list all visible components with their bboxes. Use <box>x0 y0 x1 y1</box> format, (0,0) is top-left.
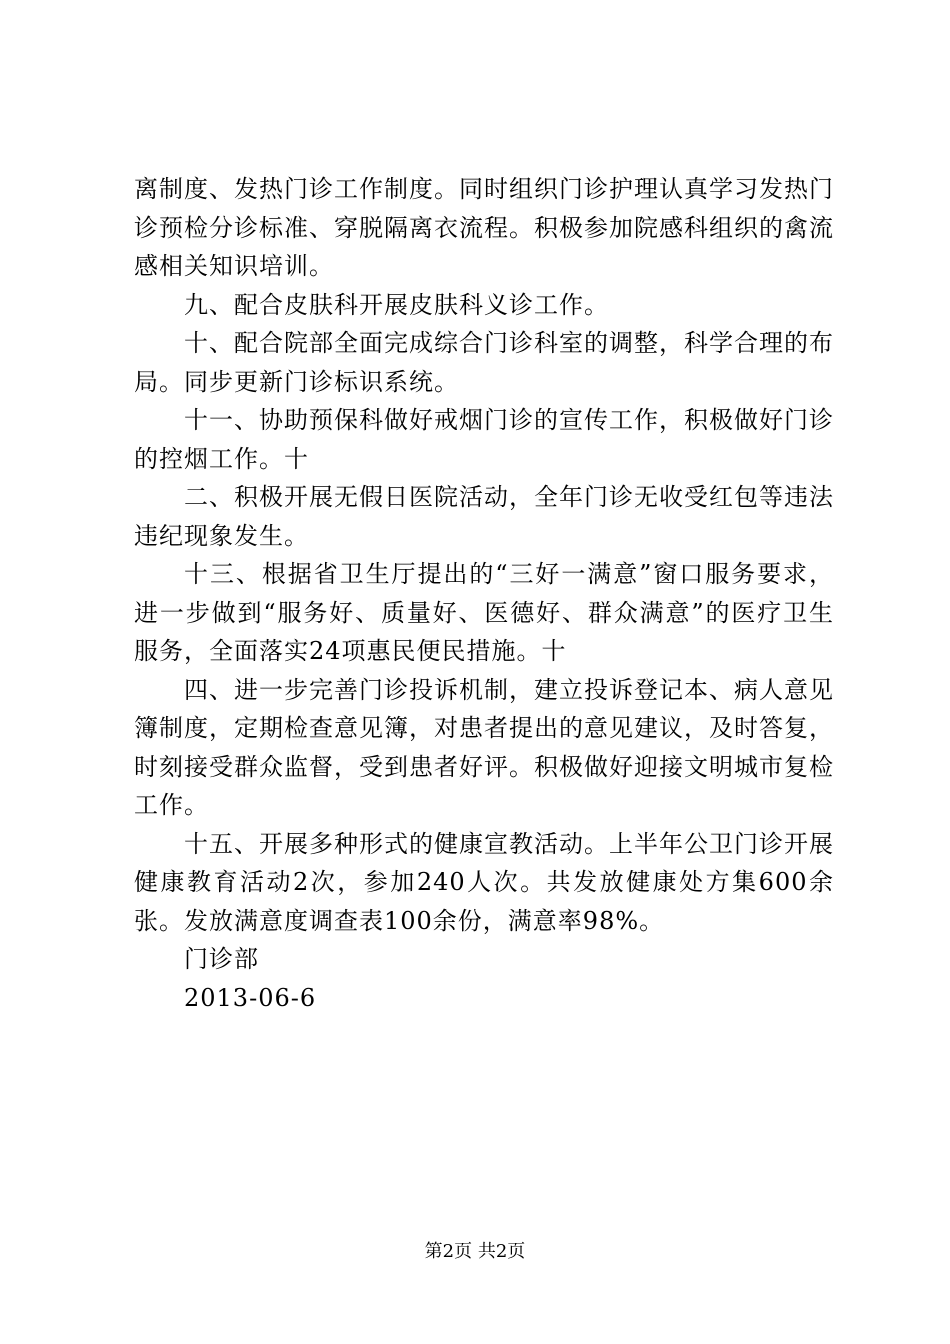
paragraph-7: 四、进一步完善门诊投诉机制，建立投诉登记本、病人意见簿制度，定期检查意见簿，对患者提出的意见建议，及时答复，时刻接受群众监督，受到患者好评。积极做好迎接文明城市复检工作。 <box>134 675 834 819</box>
paragraph-3: 十、配合院部全面完成综合门诊科室的调整，科学合理的布局。同步更新门诊标识系统。 <box>134 329 834 396</box>
paragraph-4: 十一、协助预保科做好戒烟门诊的宣传工作，积极做好门诊的控烟工作。十 <box>134 406 834 473</box>
paragraph-6: 十三、根据省卫生厅提出的“三好一满意”窗口服务要求，进一步做到“服务好、质量好、医德好、群众满意”的医疗卫生服务，全面落实24项惠民便民措施。十 <box>134 560 834 665</box>
page-number-label: 第2页 共2页 <box>424 1241 526 1262</box>
document-body <box>134 170 834 1017</box>
paragraph-8: 十五、开展多种形式的健康宣教活动。上半年公卫门诊开展健康教育活动2次，参加240人次。共发放健康处方集600余张。发放满意度调查表100余份，满意率98%。 <box>134 829 834 935</box>
page-footer <box>0 1240 950 1264</box>
signature-department: 门诊部 <box>184 945 259 973</box>
signature-date: 2013-06-6 <box>184 983 317 1012</box>
paragraph-1: 离制度、发热门诊工作制度。同时组织门诊护理认真学习发热门诊预检分诊标准、穿脱隔离衣流程。积极参加院感科组织的禽流感相关知识培训。 <box>134 175 834 280</box>
paragraph-5: 二、积极开展无假日医院活动，全年门诊无收受红包等违法违纪现象发生。 <box>134 483 834 550</box>
paragraph-2: 九、配合皮肤科开展皮肤科义诊工作。 <box>184 290 609 319</box>
